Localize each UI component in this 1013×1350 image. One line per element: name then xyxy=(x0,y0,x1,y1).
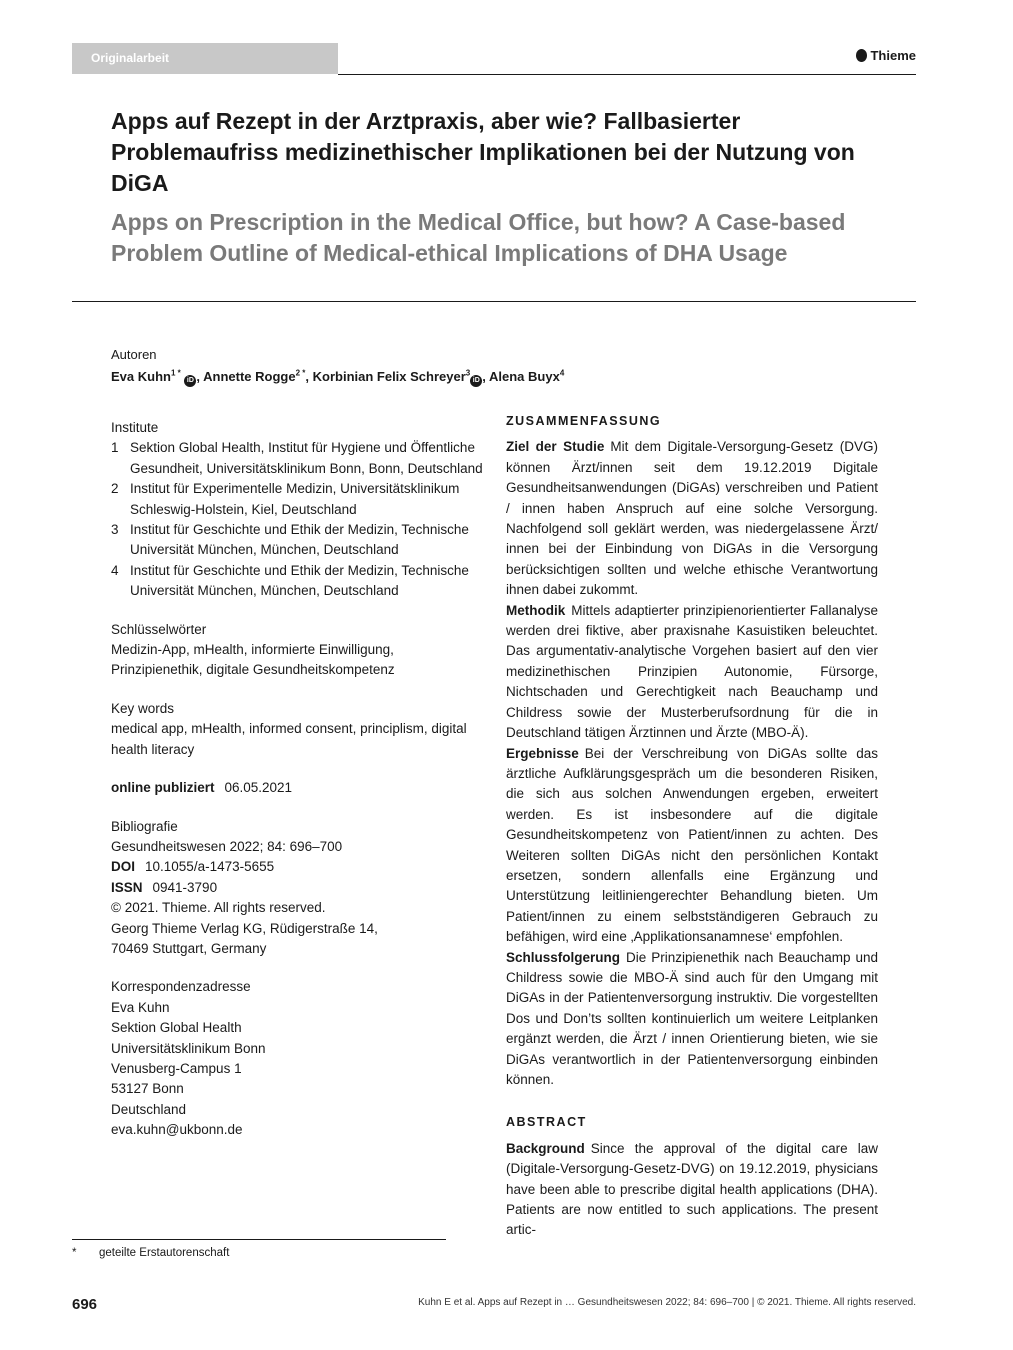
correspondence-section: Korrespondenzadresse Eva Kuhn Sektion Global Health Universitätsklinikum Bonn Venusberg-Campus 1 53127 Bonn Deutschland eva.kuhn@ukbonn.de xyxy=(111,977,483,1140)
publisher-name: Thieme xyxy=(870,48,916,63)
keywords-de-label: Schlüsselwörter xyxy=(111,621,207,637)
keywords-en-section xyxy=(111,699,483,760)
author-name: Alena Buyx xyxy=(489,369,560,385)
author-affiliation: 1 * xyxy=(170,369,181,378)
bibliography-section xyxy=(111,817,483,960)
orcid-icon[interactable]: iD xyxy=(470,375,482,387)
copyright-line: © 2021. Thieme. All rights reserved. xyxy=(111,900,326,916)
keywords-de-text: Medizin-App, mHealth, informierte Einwilligung, Prinzipienethik, digitale Gesundheitskompetenz xyxy=(111,642,395,678)
keywords-de-section xyxy=(111,620,483,681)
abstract-paragraph: Background Since the approval of the digital care law (Digitale-Versorgung-Gesetz-DVG) on 19.12.2019, physicians have been able to prescribe digital health applications (DHA). Patients are now entitled to such applications. The present artic- xyxy=(506,1140,878,1238)
institutes-label: Institute xyxy=(111,420,159,435)
online-date: 06.05.2021 xyxy=(224,780,293,796)
title-german: Apps auf Rezept in der Arztpraxis, aber wie? Fallbasierter Problemaufriss medizinethischer Implikationen bei der Nutzung von DiGA xyxy=(111,108,855,196)
footer-citation: Kuhn E et al. Apps auf Rezept in … Gesundheitswesen 2022; 84: 696–700 | © 2021. Thieme. All rights reserved. xyxy=(418,1297,916,1308)
email-link[interactable]: eva.kuhn@ukbonn.de xyxy=(111,1122,243,1138)
author-affiliation: 2 * xyxy=(295,369,306,378)
list-item: 3 Institut für Geschichte und Ethik der Medizin, Technische Universität München, München, Deutschland xyxy=(111,522,469,558)
header-rule xyxy=(338,74,916,75)
publisher-address: Georg Thieme Verlag KG, Rüdigerstraße 14, xyxy=(111,920,378,936)
bibliography-label: Bibliografie xyxy=(111,818,178,834)
zusammenfassung-heading: ZUSAMMENFASSUNG xyxy=(506,414,662,428)
author-affiliation: 3 xyxy=(465,369,471,378)
author-name: Eva Kuhn xyxy=(111,369,171,385)
abstract-column xyxy=(506,411,878,1241)
publisher-logo xyxy=(856,48,916,63)
authors-label: Autoren xyxy=(111,347,157,362)
footnote-mark: * xyxy=(72,1247,77,1259)
keywords-en-text: medical app, mHealth, informed consent, principlism, digital health literacy xyxy=(111,721,467,757)
authors-block xyxy=(111,345,711,387)
keywords-en-label: Key words xyxy=(111,700,175,716)
list-item: 1 Sektion Global Health, Institut für Hygiene und Öffentliche Gesundheit, Universitätsklinikum Bonn, Bonn, Deutschland xyxy=(111,440,483,476)
author-list: Eva Kuhn$^{1 *}$ iD , Annette Rogge$^{2 *}$, Korbinian Felix Schreyer$^3$iD , Alena Buyx$^4$ xyxy=(111,369,564,384)
doi-line: DOI 10.1055/a-1473-5655 xyxy=(111,859,275,875)
online-label: online publiziert xyxy=(111,780,215,796)
journal-citation: Gesundheitswesen 2022; 84: 696–700 xyxy=(111,838,343,854)
title-english: Apps on Prescription in the Medical Office, but how? A Case-based Problem Outline of Medical-ethical Implications of DHA Usage xyxy=(111,209,846,266)
summary-paragraph: Methodik Mittels adaptierter prinzipienorientierter Fallanalyse werden drei fiktive, aber praxisnahe Kasuistiken beleuchtet. Das argumentativ-analytische Vorgehen basiert auf den vier medizinethischen Prinzipien Autonomie, Fürsorge, Nichtschaden und Gerechtigkeit nach Beauchamp und Childress sowie der Musterberufsordnung für die in Deutschland tätigen Ärztinnen und Ärzte (MBO-Ä). xyxy=(506,602,878,741)
thieme-logo-icon xyxy=(856,49,867,62)
metadata-column xyxy=(111,418,483,1159)
author-name: Annette Rogge xyxy=(203,369,296,385)
category-label: Originalarbeit xyxy=(72,43,338,74)
summary-paragraph: Ziel der Studie Mit dem Digitale-Versorgung-Gesetz (DVG) können Ärzt/innen seit dem 19.12.2019 Digitale Gesundheitsanwendungen (DiGAs) verschreiben und Patient / innen haben Anspruch auf eine solche Versorgung. Nachfolgend soll geklärt werden, was niedergelassene Ärzt/ innen bei der Einbindung von DiGAs in die Versorgung berücksichtigen sollten und welche ethische Verantwortung ihnen dabei zukommt. xyxy=(506,439,878,598)
footnote-text: geteilte Erstautorenschaft xyxy=(99,1247,230,1259)
abstract-heading: ABSTRACT xyxy=(506,1115,587,1130)
correspondence-label: Korrespondenzadresse xyxy=(111,979,251,995)
page-number: 696 xyxy=(72,1296,98,1313)
institutes-section xyxy=(111,418,483,602)
title-rule xyxy=(72,301,916,302)
orcid-icon[interactable]: iD xyxy=(184,375,196,387)
doi-link[interactable]: 10.1055/a-1473-5655 xyxy=(145,859,275,875)
author-name: Korbinian Felix Schreyer xyxy=(312,369,466,385)
summary-paragraph: Schlussfolgerung Die Prinzipienethik nach Beauchamp und Childress sowie die MBO-Ä sind auch für den Umgang mit DiGAs in der Patientenversorgung instruktiv. Die vorgestellten Dos und Don’ts sollten kontinuierlich um weitere Leitplanken ergänzt werden, die Ärzt / innen Orientierung bieten, wie sie DiGAs verantwortlich in der Patientenversorgung einbinden können. xyxy=(506,949,878,1087)
footnote-rule xyxy=(72,1239,446,1240)
author-affiliation: 4 xyxy=(559,369,565,378)
list-item: 2 Institut für Experimentelle Medizin, Universitätsklinikum Schleswig-Holstein, Kiel, Deutschland xyxy=(111,481,460,517)
publisher-address: 70469 Stuttgart, Germany xyxy=(111,940,267,956)
footnote xyxy=(72,1247,229,1259)
list-item: 4 Institut für Geschichte und Ethik der Medizin, Technische Universität München, München, Deutschland xyxy=(111,562,469,599)
issn-line: ISSN 0941-3790 xyxy=(111,879,218,895)
online-published xyxy=(111,778,483,798)
summary-paragraph: Ergebnisse Bei der Verschreibung von DiGAs sollte das ärztliche Aufklärungsgespräch um die besonderen Risiken, die sich aus solchen Anwendungen ergeben, erweitert werden. Es ist insbesondere auf die digitale Gesundheitskompetenz von Patient/innen zu achten. Des Weiteren sollten DiGAs nicht den persönlichen Kontakt ersetzen, sondern allenfalls eine Ergänzung und Unterstützung leitliniengerechter Behandlung bieten. Um Patient/innen zu einem selbstständigeren Gebrauch zu befähigen, wird eine ‚Applikationsanamnese‘ empfohlen. xyxy=(506,745,878,945)
